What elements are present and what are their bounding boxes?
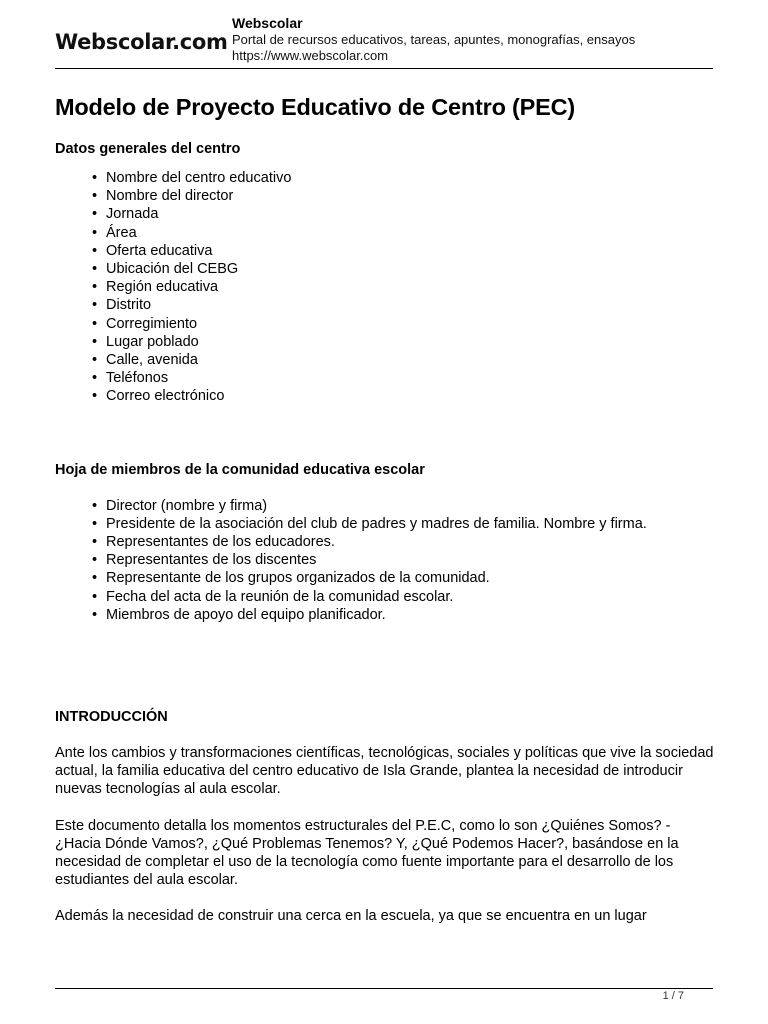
miembros-list — [55, 497, 717, 624]
list-item: • Representante de los grupos organizados de la comunidad. — [55, 569, 717, 587]
list-item: • Región educativa — [55, 278, 717, 296]
page-number: 1 / 7 — [662, 990, 684, 1002]
list-item: • Fecha del acta de la reunión de la comunidad escolar. — [55, 588, 717, 606]
section-heading-datos-generales: Datos generales del centro — [55, 141, 241, 157]
list-item: • Área — [55, 224, 717, 242]
header-divider — [55, 68, 713, 69]
list-item: • Calle, avenida — [55, 351, 717, 369]
site-description: Portal de recursos educativos, tareas, apuntes, monografías, ensayos — [232, 32, 636, 47]
list-item: • Nombre del director — [55, 187, 717, 205]
footer-divider — [55, 988, 713, 989]
site-url-link[interactable]: https://www.webscolar.com — [232, 48, 389, 63]
list-item: • Nombre del centro educativo — [55, 169, 717, 187]
list-item: • Correo electrónico — [55, 387, 717, 405]
list-item: • Representantes de los discentes — [55, 551, 717, 569]
webscolar-logo[interactable]: Webscolar.com — [55, 30, 228, 54]
list-item: • Miembros de apoyo del equipo planificador. — [55, 606, 717, 624]
site-info — [232, 14, 635, 64]
intro-paragraph: Además la necesidad de construir una cerca en la escuela, ya que se encuentra en un lugar — [55, 908, 647, 925]
list-item: • Presidente de la asociación del club de padres y madres de familia. Nombre y firma. — [55, 515, 717, 533]
list-item: • Corregimiento — [55, 315, 717, 333]
list-item: • Director (nombre y firma) — [55, 497, 717, 515]
list-item: • Distrito — [55, 296, 717, 314]
list-item: • Lugar poblado — [55, 333, 717, 351]
document-title: Modelo de Proyecto Educativo de Centro (PEC) — [55, 94, 576, 120]
list-item: • Teléfonos — [55, 369, 717, 387]
datos-generales-list — [55, 169, 717, 406]
section-heading-miembros: Hoja de miembros de la comunidad educativa escolar — [55, 461, 425, 478]
list-item: • Oferta educativa — [55, 242, 717, 260]
list-item: • Representantes de los educadores. — [55, 533, 717, 551]
section-heading-introduccion: INTRODUCCIÓN — [55, 709, 168, 726]
intro-paragraph: Ante los cambios y transformaciones científicas, tecnológicas, sociales y políticas que vive la sociedad actual, la familia educativa del centro educativo de Isla Grande, plantea la necesidad de introducir nuevas tecnologías al aula escolar. — [55, 745, 714, 798]
document-body — [55, 92, 717, 926]
intro-paragraph: Este documento detalla los momentos estructurales del P.E.C, como lo son ¿Quiénes Somos? - ¿Hacia Dónde Vamos?, ¿Qué Problemas Tenemos? Y, ¿Qué Podemos Hacer?, basándose en la necesidad de completar el uso de la tecnología como fuente importante para el desarrollo de los estudiantes del aula escolar. — [55, 817, 679, 889]
list-item: • Ubicación del CEBG — [55, 260, 717, 278]
site-name: Webscolar — [232, 15, 303, 31]
list-item: • Jornada — [55, 205, 717, 223]
